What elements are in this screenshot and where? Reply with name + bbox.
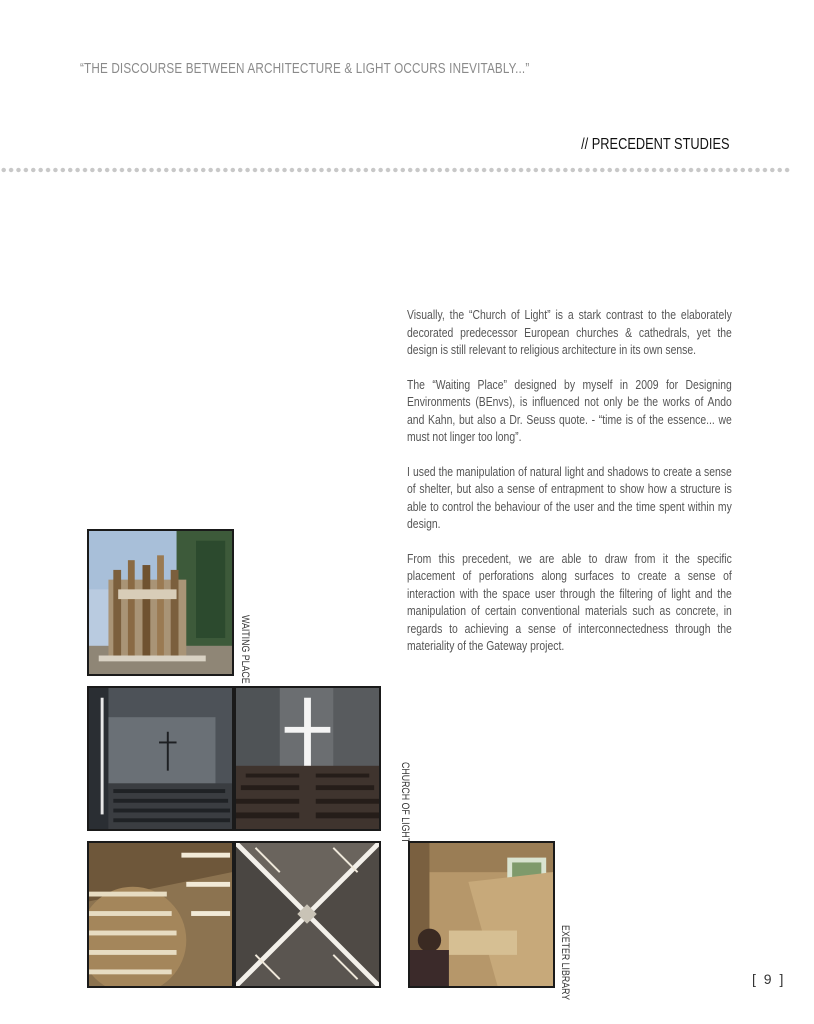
exeter-library-photo-3	[408, 841, 555, 988]
header-quote: “THE DISCOURSE BETWEEN ARCHITECTURE & LIGHT OCCURS INEVITABLY...”	[80, 60, 530, 77]
paragraph-light-manipulation: I used the manipulation of natural light and shadows to create a sense of shelter, but also a sense of entrapment to show how a structure is able to control the behaviour of the user and the time spent within my design.	[407, 463, 732, 531]
label-waiting-place: WAITING PLACE	[239, 615, 251, 684]
paragraph-precedent: From this precedent, we are able to draw from it the specific placement of perforations along surfaces to create a sense of interaction with the space user through the filtering of light and the manipulation of certain conventional materials such as concrete, in regards to achieving a sense of interconnectedness through the materiality of the Gateway project.	[407, 550, 732, 653]
exeter-library-photo-1	[87, 841, 234, 988]
section-title: // PRECEDENT STUDIES	[581, 136, 730, 153]
church-of-light-photo-2	[234, 686, 381, 831]
waiting-place-photo	[87, 529, 234, 676]
exeter-library-photo-2	[234, 841, 381, 988]
paragraph-waiting-place: The “Waiting Place” designed by myself in 2009 for Designing Environments (BEnvs), is influenced not only be the works of Ando and Kahn, but also a Dr. Seuss quote. - “time is of the essence... we must not linger too long”.	[407, 376, 732, 444]
body-text	[407, 306, 732, 672]
church-of-light-photo-1	[87, 686, 234, 831]
page-number: [ 9 ]	[752, 971, 786, 987]
label-exeter-library: EXETER LIBRARY	[559, 925, 571, 1001]
paragraph-church-of-light: Visually, the “Church of Light” is a stark contrast to the elaborately decorated predecessor European churches & cathedrals, yet the design is still relevant to religious architecture in its own sense.	[407, 307, 732, 357]
dotted-divider	[0, 167, 790, 173]
label-church-of-light: CHURCH OF LIGHT	[399, 762, 411, 844]
